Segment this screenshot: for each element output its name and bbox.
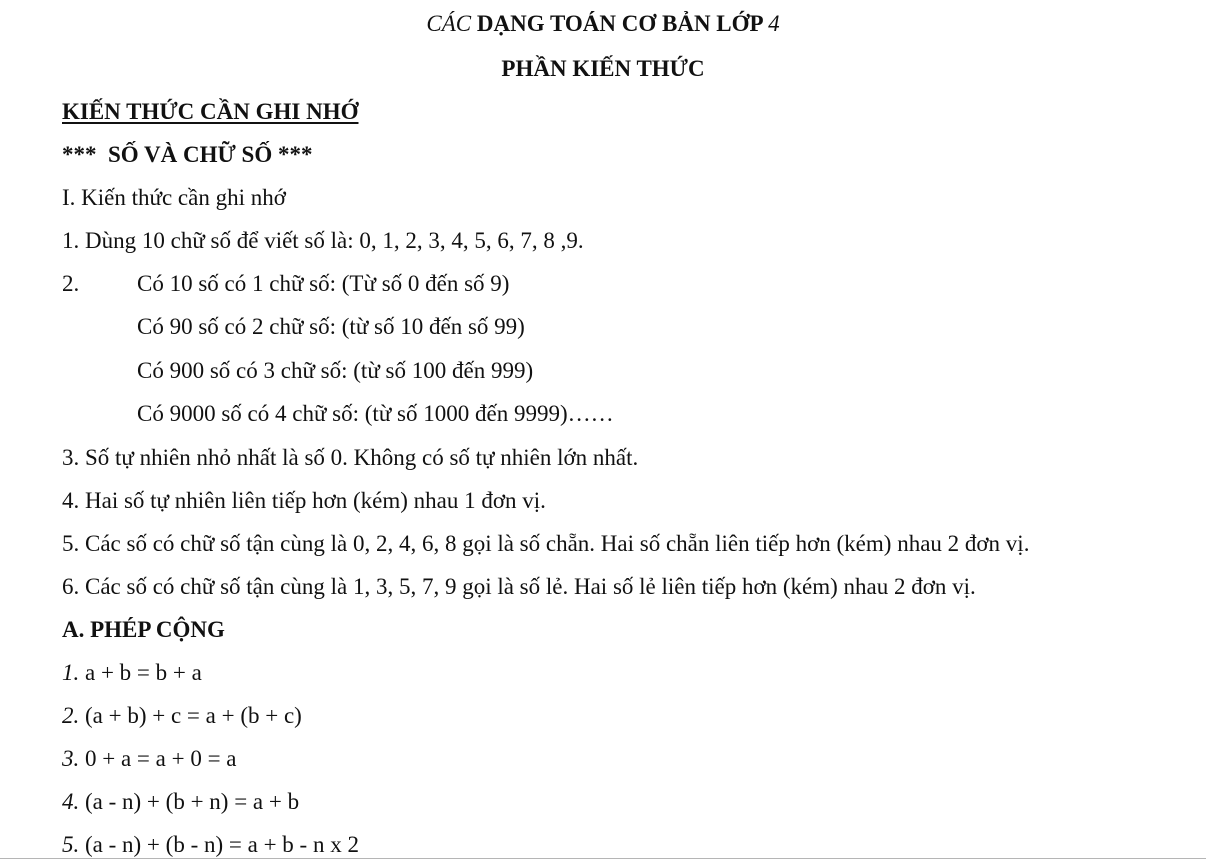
list-item-2-line-1: Có 10 số có 1 chữ số: (Từ số 0 đến số 9) [137, 271, 510, 296]
list-item-6: 6. Các số có chữ số tận cùng là 1, 3, 5, 7, 9 gọi là số lẻ. Hai số lẻ liên tiếp hơn (kém) nhau 2 đơn vị. [62, 574, 976, 599]
formula-text: (a - n) + (b - n) = a + b - n x 2 [79, 832, 359, 857]
section-heading: KIẾN THỨC CẦN GHI NHỚ [62, 99, 359, 124]
formula-text: (a + b) + c = a + (b + c) [79, 703, 302, 728]
list-item-1: 1. Dùng 10 chữ số để viết số là: 0, 1, 2, 3, 4, 5, 6, 7, 8 ,9. [62, 228, 584, 253]
title-prefix: CÁC [426, 11, 472, 36]
formula-1 [62, 659, 202, 687]
list-item-2 [0, 270, 1206, 298]
formula-text: (a - n) + (b + n) = a + b [79, 789, 300, 814]
list-item-5: 5. Các số có chữ số tận cùng là 0, 2, 4, 6, 8 gọi là số chẵn. Hai số chẵn liên tiếp hơn (kém) nhau 2 đơn vị. [62, 531, 1030, 556]
formula-number: 4. [62, 789, 80, 814]
list-item-2-line-2: Có 90 số có 2 chữ số: (từ số 10 đến số 99) [137, 314, 525, 339]
formula-4 [62, 788, 299, 816]
formula-3 [62, 745, 237, 773]
list-item-3: 3. Số tự nhiên nhỏ nhất là số 0. Không có số tự nhiên lớn nhất. [62, 445, 639, 470]
title-suffix: 4 [768, 11, 780, 36]
list-item-2-line-4: Có 9000 số có 4 chữ số: (từ số 1000 đến 9999)…… [137, 401, 614, 426]
topic-heading-text: SỐ VÀ CHỮ SỐ [108, 142, 273, 167]
list-item-2-line-3: Có 900 số có 3 chữ số: (từ số 100 đến 999) [137, 358, 534, 383]
formula-2 [62, 702, 302, 730]
document-subtitle: PHẦN KIẾN THỨC [501, 56, 705, 81]
formula-number: 3. [62, 746, 80, 771]
formula-number: 2. [62, 703, 80, 728]
formula-5 [62, 831, 359, 859]
topic-stars-left: *** [62, 142, 97, 167]
formula-number: 5. [62, 832, 80, 857]
topic-stars-right: *** [277, 142, 313, 167]
document-title [0, 10, 1206, 38]
formula-text: 0 + a = a + 0 = a [79, 746, 237, 771]
page-bottom-divider [0, 858, 1206, 859]
section-a-heading: A. PHÉP CỘNG [62, 617, 225, 642]
list-item-2-number: 2. [62, 271, 80, 296]
list-item-4: 4. Hai số tự nhiên liên tiếp hơn (kém) nhau 1 đơn vị. [62, 488, 546, 513]
formula-text: a + b = b + a [79, 660, 202, 685]
part-i-heading: I. Kiến thức cần ghi nhớ [62, 185, 286, 210]
topic-heading [62, 141, 312, 169]
title-main: DẠNG TOÁN CƠ BẢN LỚP [471, 11, 769, 36]
formula-number: 1. [62, 660, 80, 685]
